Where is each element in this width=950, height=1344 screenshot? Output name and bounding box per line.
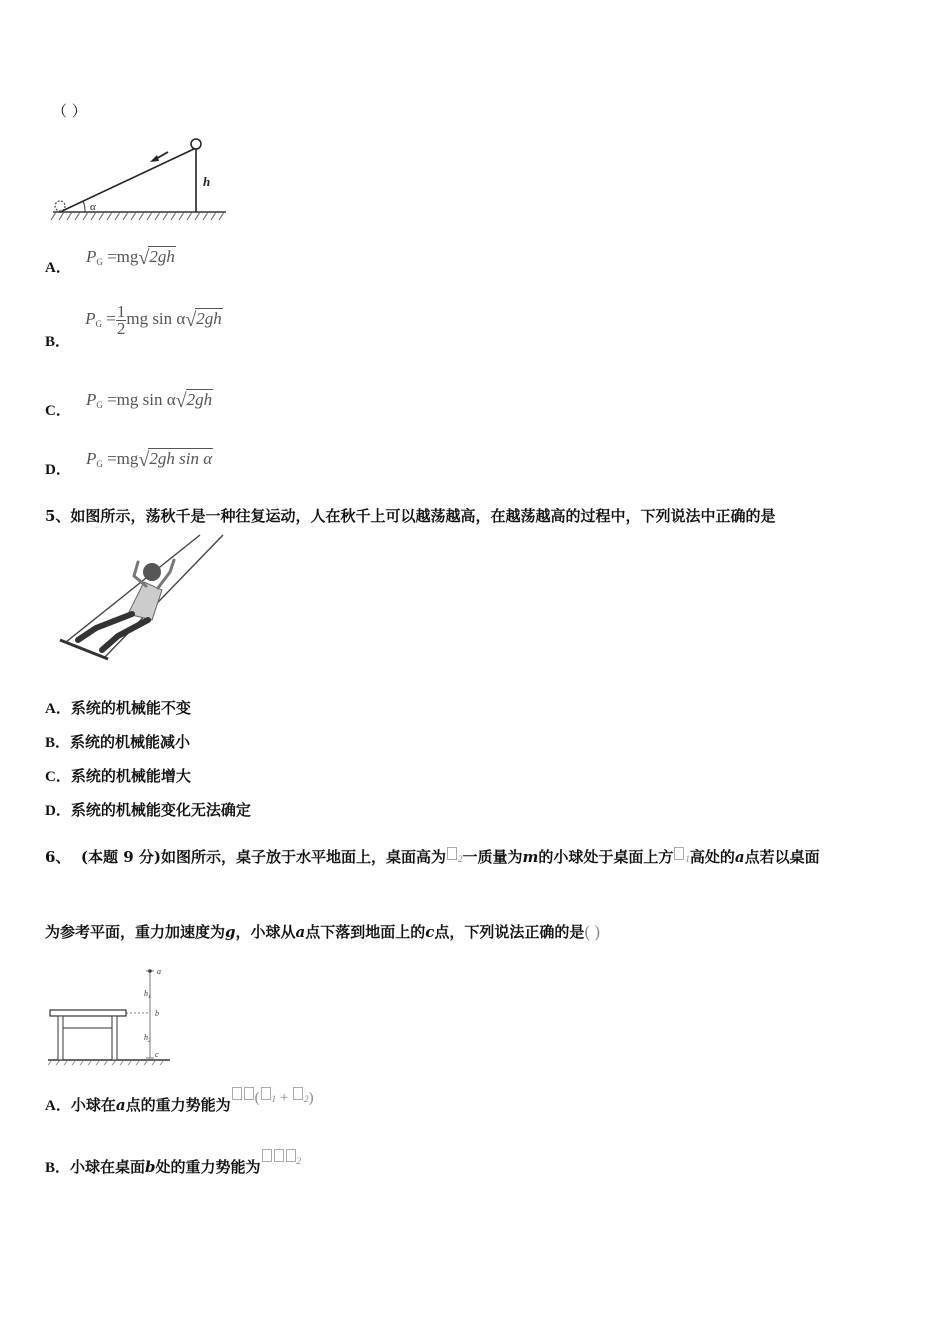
question-6-line-2: 为参考平面，重力加速度为g，小球从a点下落到地面上的c点，下列说法正确的是( ) <box>45 922 601 941</box>
q5-option-b[interactable] <box>45 731 190 752</box>
option-letter: B． <box>45 735 71 751</box>
label-h1: $h_1$ <box>144 989 151 1000</box>
q6-option-a[interactable] <box>45 1086 314 1114</box>
label-b: b <box>155 1009 159 1018</box>
formula: $P_G =mg√2gh$ sin α <box>85 449 213 471</box>
h-label: h <box>203 174 211 189</box>
label-c: c <box>155 1050 159 1059</box>
incline-figure <box>50 134 230 226</box>
option-text: 系统的机械能变化无法确定 <box>70 801 251 819</box>
option-letter: C． <box>45 769 71 785</box>
option-b[interactable] <box>45 302 223 351</box>
q5-option-d[interactable] <box>45 799 251 820</box>
option-text: 系统的机械能减小 <box>70 733 191 751</box>
q5-option-a[interactable] <box>45 697 191 718</box>
q6-option-b[interactable] <box>45 1148 302 1176</box>
formula: $P_G =mg√2gh$ <box>85 247 175 269</box>
label-a: a <box>157 967 161 976</box>
formula: $P_G =mg$ sin α√2gh <box>85 390 213 412</box>
incline-line <box>60 148 196 212</box>
formula: $P_G$ = $\frac{1}{2}$ mg sin α√2gh <box>85 302 222 338</box>
swing-rope-right <box>104 535 223 658</box>
table-top <box>50 1010 126 1016</box>
table-leg-right <box>112 1016 117 1060</box>
person-legs <box>78 614 148 650</box>
ball-bottom <box>55 201 65 211</box>
q5-option-c[interactable] <box>45 765 191 786</box>
option-letter: D． <box>45 462 71 478</box>
option-a[interactable] <box>45 246 176 276</box>
option-letter: B． <box>45 334 71 351</box>
swing-figure <box>48 532 226 662</box>
option-letter: C． <box>45 403 71 419</box>
option-text: 系统的机械能不变 <box>70 699 191 717</box>
label-h2: $h_2$ <box>144 1033 151 1044</box>
alpha-label: α <box>90 201 96 213</box>
option-text: 系统的机械能增大 <box>70 767 191 785</box>
formula: 2 <box>261 1152 302 1168</box>
answer-paren: （ ） <box>52 102 87 120</box>
option-letter: A． <box>45 260 71 276</box>
option-letter: D． <box>45 803 71 819</box>
ball-top <box>191 139 201 149</box>
option-letter: A． <box>45 701 71 717</box>
question-6-line-1: 6、 (本题 9 分)如图所示，桌子放于水平地面上，桌面高为 2一质量为m的小球处于桌面上方 1高处的a点若以桌面 <box>45 848 820 866</box>
option-d[interactable] <box>45 448 213 478</box>
table-figure <box>44 966 174 1066</box>
option-letter: A． <box>45 1098 71 1114</box>
option-text: 小球在a点的重力势能为 <box>70 1096 231 1114</box>
table-leg-left <box>58 1016 63 1060</box>
person-head <box>143 563 161 581</box>
option-letter: B． <box>45 1160 71 1176</box>
formula: ( 1 + 2) <box>231 1090 314 1106</box>
option-c[interactable] <box>45 389 213 419</box>
option-text: 小球在桌面b处的重力势能为 <box>70 1158 261 1176</box>
question-5-stem: 5、如图所示，荡秋千是一种往复运动，人在秋千上可以越荡越高，在越荡越高的过程中，下列说法中正确的是 <box>45 507 776 525</box>
ground-hatch <box>51 212 224 220</box>
